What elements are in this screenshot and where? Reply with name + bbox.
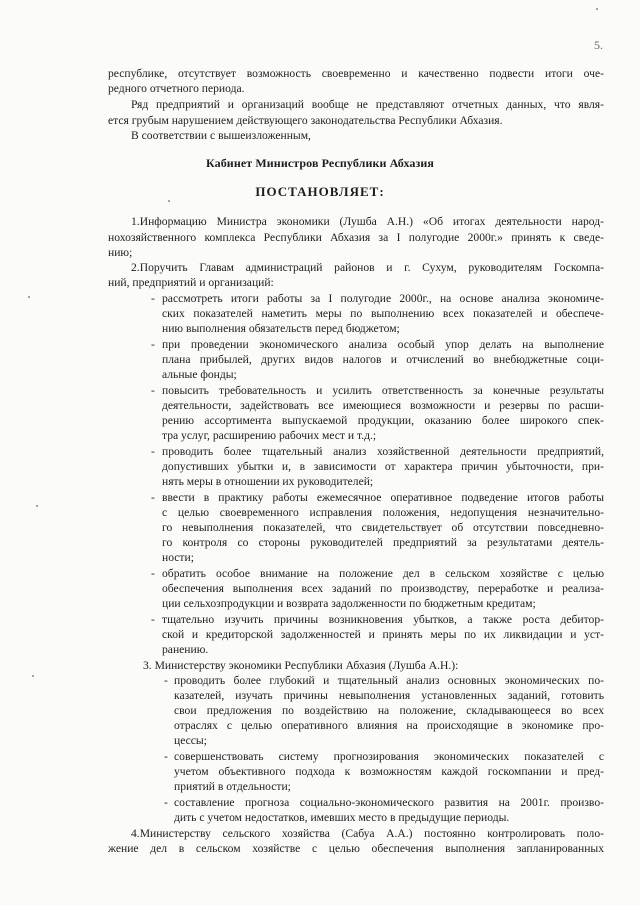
list-item-line: совершенствовать систему прогнозирования экономических показателей с [174,750,604,763]
list-item-line: тщательно изучить причины возникновения убытков, а также роста дебитор- [162,613,604,626]
list-item-line: допустивших убытки и, в зависимости от характера причин убыточности, при- [162,460,604,473]
list-item-line: отраслях с целью оперативного влияния на происходящие в экономике про- [174,719,604,732]
list-item-line: проводить более глубокий и тщательный анализ основных экономических по- [174,674,604,687]
list-item-line: при проведении экономического анализа особый упор делать на выполнение [162,338,604,351]
list-item-line: с целью своевременного исправления положения, недопущения незначительно- [162,506,604,519]
list-item-line: альные фонды; [162,368,237,381]
list-item-line: ввести в практику работы ежемесячное оперативное подведение итогов работы [162,491,604,504]
list-item-line: составление прогноза социально-экономического развития на 2001г. произво- [174,796,604,809]
decree-heading: ПОСТАНОВЛЯЕТ: [255,184,385,199]
list-item-line: го невыполнения показателей, что свидетельствует об отсутствии повседневно- [162,521,604,534]
item4-line-2: жение дел в сельском хозяйстве с целью обеспечения выполнения запланированных [108,842,604,855]
item1-line-3: нию; [108,246,133,259]
intro-line-5: В соответствии с вышеизложенным, [131,129,311,142]
scan-speck [168,200,170,202]
list-item-line: обратить особое внимание на положение дел в сельском хозяйстве с целью [162,567,604,580]
item1-line-1: 1.Информацию Министра экономики (Лушба А.Н.) «Об итогах деятельности народ- [131,215,604,228]
bullet-dash: - [164,796,168,809]
scan-speck [596,8,598,10]
cabinet-heading: Кабинет Министров Республики Абхазия [205,156,435,170]
bullet-dash: - [151,491,155,504]
bullet-dash: - [164,750,168,763]
list-item-line: рению ассортимента выпускаемой продукции, оказанию более широкого спек- [162,414,604,427]
bullet-dash: - [151,567,155,580]
list-item-line: ции сельхозпродукции и возврата задолженности по бюджетным кредитам; [162,597,536,610]
list-item-line: учетом объективного подхода к возможностям каждой госкомпании и пред- [174,765,604,778]
intro-line-4: ется грубым нарушением действующего законодательства Республики Абхазия. [108,114,503,127]
bullet-dash: - [151,445,155,458]
scan-speck [28,296,30,298]
list-item-line: нию выполнения обязательств перед бюджетом; [162,322,400,335]
list-item-line: повысить требовательность и усилить ответственность за конечные результаты [162,384,604,397]
list-item-line: ности; [162,551,194,564]
intro-line-1: республике, отсутствует возможность своевременно и качественно подвести итоги оче- [108,67,604,80]
item1-line-2: нохозяйственного комплекса Республики Абхазия за I полугодие 2000г.» принять к сведе- [108,231,604,244]
list-item-line: ской и кредиторской задолженностей и принять меры по их ликвидации и уст- [162,628,604,641]
list-item-line: ских показателей наметить меры по выполнению всех показателей и обеспече- [162,307,604,320]
list-item-line: деятельности, задействовать все имеющиеся возможности и резервы по расши- [162,399,604,412]
bullet-dash: - [164,674,168,687]
list-item-line: тра услуг, расширению рабочих мест и т.д.; [162,429,377,442]
list-item-line: приятий в отдельности; [174,780,291,793]
list-item-line: свои предложения по воздействию на положение, складывающееся во всех [174,704,604,717]
intro-line-3: Ряд предприятий и организаций вообще не представляют отчетных данных, что явля- [131,98,604,111]
intro-line-2: редного отчетного периода. [108,82,245,95]
list-item-line: нять меры в отношении их руководителей; [162,475,374,488]
item3-heading: 3. Министерству экономики Республики Абхазия (Лушба А.Н.): [143,659,459,672]
item2-line-2: ний, предприятий и организаций: [108,276,274,289]
scan-speck [36,505,38,507]
list-item-line: го контроля со стороны руководителей предприятий за результатами деятель- [162,536,604,549]
scan-speck [32,675,34,677]
list-item-line: проводить более тщательный анализ хозяйственной деятельности предприятий, [162,445,604,458]
list-item-line: дить с учетом недостатков, имевших место в предыдущие периоды. [174,811,510,824]
item2-line-1: 2.Поручить Главам администраций районов и г. Сухум, руководителям Госкомпа- [131,261,604,274]
list-item-line: цессы; [174,734,207,747]
list-item-line: плана прибылей, других видов налогов и отчислений во внебюджетные соци- [162,353,604,366]
bullet-dash: - [151,338,155,351]
list-item-line: ранению. [162,643,209,656]
item4-line-1: 4.Министерству сельского хозяйства (Сабуа А.А.) постоянно контролировать поло- [131,827,604,840]
list-item-line: казателей, изучать причины невыполнения установленных заданий, готовить [174,689,604,702]
bullet-dash: - [151,384,155,397]
list-item-line: обеспечения выполнения всех заданий по производству, переработке и реализа- [162,582,604,595]
bullet-dash: - [151,613,155,626]
list-item-line: рассмотреть итоги работы за I полугодие 2000г., на основе анализа экономиче- [162,292,604,305]
bullet-dash: - [151,292,155,305]
page-number: 5. [594,38,603,52]
